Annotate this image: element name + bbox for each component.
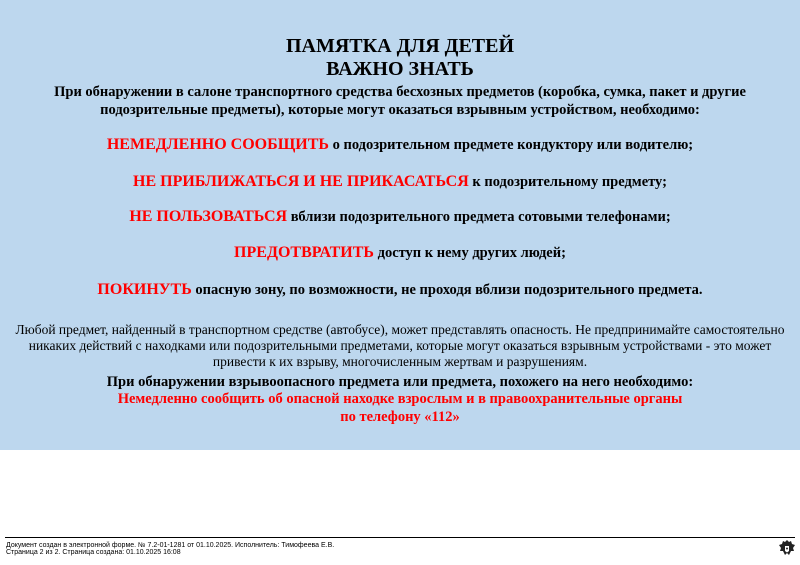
coat-of-arms-icon (778, 539, 796, 557)
rule-text: к подозрительному предмету; (468, 174, 667, 190)
rule-text: доступ к нему других людей; (373, 245, 566, 261)
intro-text: При обнаружении в салоне транспортного средства бесхозных предметов (коробка, сумка, пакет и другие подозрительные предметы), которые могут оказаться взрывным устройством, необходимо: (54, 84, 746, 118)
rule-emphasis: НЕ ПРИБЛИЖАТЬСЯ И НЕ ПРИКАСАТЬСЯ (133, 173, 469, 190)
rule-emphasis: НЕ ПОЛЬЗОВАТЬСЯ (129, 208, 288, 225)
rule-emphasis: ПРЕДОТВРАТИТЬ (234, 244, 374, 261)
closing-call-to-action: Немедленно сообщить об опасной находке взрослым и в правоохранительные органы (117, 391, 683, 407)
footer-divider (5, 537, 795, 538)
rule-item (0, 208, 800, 226)
rule-emphasis: НЕМЕДЛЕННО СООБЩИТЬ (106, 136, 329, 153)
rule-item (0, 173, 800, 191)
footer-page-info: Страница 2 из 2. Страница создана: 01.10.2025 16:08 (6, 549, 181, 556)
memo-subtitle: ВАЖНО ЗНАТЬ (326, 58, 474, 80)
footer-document-info: Документ создан в электронной форме. № 7.2-01-1281 от 01.10.2025. Исполнитель: Тимофеева Е.В. (6, 542, 335, 549)
rule-item (0, 136, 800, 154)
rule-item (0, 281, 800, 299)
closing-instruction: При обнаружении взрывоопасного предмета или предмета, похожего на него необходимо: (106, 374, 694, 390)
closing-phone-number: по телефону «112» (340, 409, 460, 425)
rule-text: опасную зону, по возможности, не проходя вблизи подозрительного предмета. (191, 282, 703, 298)
rule-item (0, 244, 800, 262)
rule-text: вблизи подозрительного предмета сотовыми телефонами; (287, 209, 671, 225)
rule-text: о подозрительном предмете кондуктору или водителю; (328, 137, 694, 153)
memo-title: ПАМЯТКА ДЛЯ ДЕТЕЙ (285, 35, 515, 57)
rule-emphasis: ПОКИНУТЬ (97, 281, 192, 298)
warning-paragraph: Любой предмет, найденный в транспортном средстве (автобусе), может представлять опасность. Не предпринимайте самостоятельно никаких действий с находками или подозрительными предметами, которые могут оказаться взрывным устройствами - это может привести к их взрыву, многочисленным жертвам и разрушениям. (15, 322, 785, 369)
